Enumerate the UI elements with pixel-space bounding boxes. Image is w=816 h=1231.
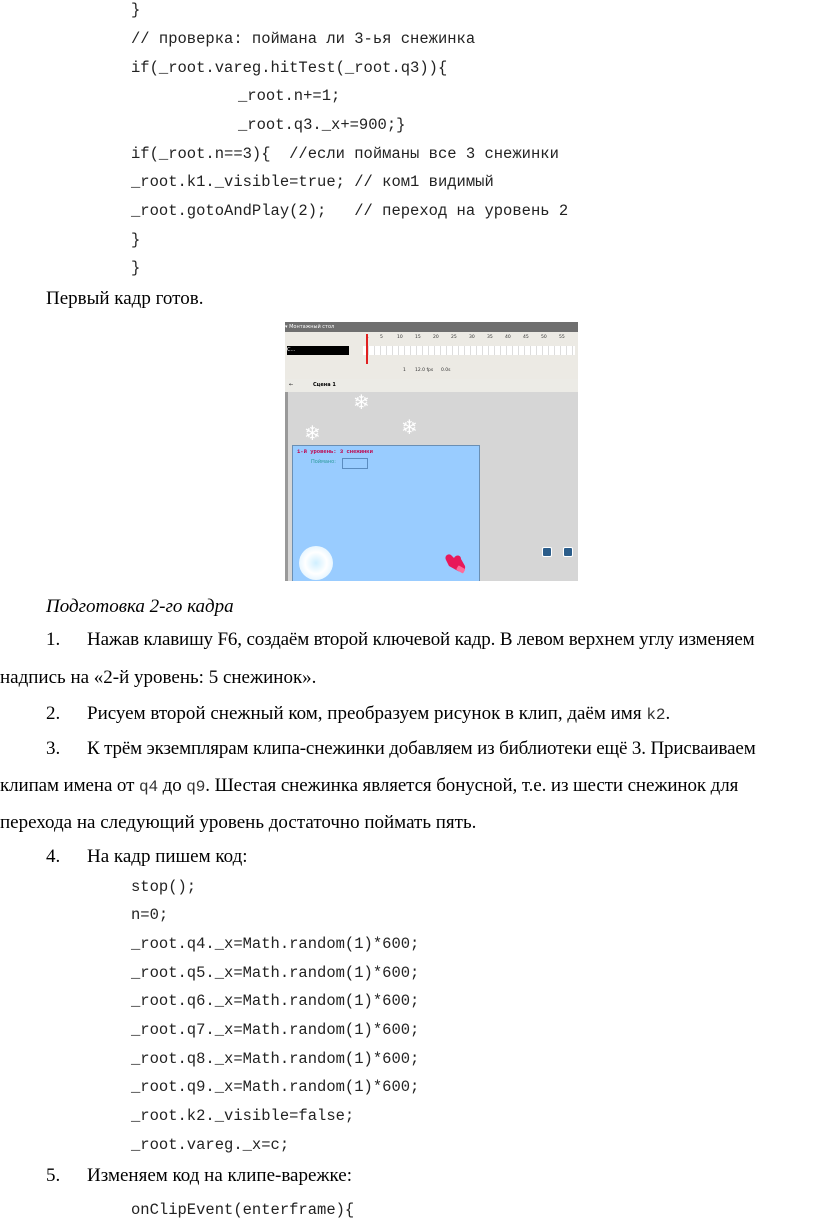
ruler-tick: 50	[541, 335, 547, 340]
ruler-tick: 20	[433, 335, 439, 340]
nav-right-icon[interactable]	[563, 547, 573, 557]
code-line: stop();	[131, 878, 197, 896]
timeline-status	[285, 366, 578, 376]
inline-code: k2	[646, 706, 666, 724]
code-line: if(_root.n==3){ //если пойманы все 3 снежинки	[131, 145, 559, 163]
snowflake-icon: ❄	[353, 390, 370, 414]
step-text: Изменяем код на клипе-варежке:	[87, 1165, 353, 1186]
step-number: 4.	[46, 846, 61, 867]
code-line: if(_root.vareg.hitTest(_root.q3)){	[131, 59, 448, 77]
step-text-part: до	[162, 775, 182, 796]
step-text-part: .	[665, 703, 671, 724]
code-line: _root.q7._x=Math.random(1)*600;	[131, 1021, 420, 1039]
back-arrow-icon[interactable]: ←	[289, 382, 294, 388]
snowflake-icon: ❄	[401, 415, 418, 439]
code-line: _root.q6._x=Math.random(1)*600;	[131, 992, 420, 1010]
ruler-tick: 45	[523, 335, 529, 340]
code-line: }	[131, 1, 141, 19]
code-line: _root.q8._x=Math.random(1)*600;	[131, 1050, 420, 1068]
step-number: 2.	[46, 703, 61, 724]
step-text: К трём экземплярам клипа-снежинки добавляем из библиотеки ещё 3. Присваиваем	[87, 738, 756, 759]
step-text: перехода на следующий уровень достаточно поймать пять.	[0, 812, 477, 833]
ruler-tick: 40	[505, 335, 511, 340]
ruler-tick: 30	[469, 335, 475, 340]
ruler-tick: 25	[451, 335, 457, 340]
step-text: надпись на «2-й уровень: 5 снежинок».	[0, 667, 317, 688]
inline-code: q4	[138, 778, 158, 796]
playhead[interactable]	[366, 334, 368, 364]
step-number: 3.	[46, 738, 61, 759]
layer-row[interactable]	[287, 346, 349, 355]
level-title: 1-й уровень: 3 снежинки	[297, 448, 373, 455]
timeline-title: ▾ Монтажный стол	[285, 322, 578, 332]
step-text-part: Рисуем второй снежный ком, преобразуем рисунок в клип, даём имя	[87, 703, 642, 724]
step-text	[0, 775, 738, 798]
code-line: onClipEvent(enterframe){	[131, 1201, 355, 1219]
step-text: На кадр пишем код:	[87, 846, 248, 867]
ruler-tick: 10	[397, 335, 403, 340]
code-line: _root.q4._x=Math.random(1)*600;	[131, 935, 420, 953]
paragraph: Первый кадр готов.	[46, 288, 204, 309]
code-line: _root.q3._x+=900;}	[238, 116, 406, 134]
mitten-icon	[443, 552, 467, 574]
step-text-part: . Шестая снежинка является бонусной, т.е. из шести снежинок для	[205, 775, 739, 796]
nav-left-icon[interactable]	[542, 547, 552, 557]
ruler-tick: 15	[415, 335, 421, 340]
snowflake-icon: ❄	[304, 421, 321, 445]
code-line: n=0;	[131, 906, 169, 924]
ruler-tick: 5	[380, 335, 383, 340]
code-line: _root.k1._visible=true; // ком1 видимый	[131, 173, 494, 191]
code-line: _root.vareg._x=c;	[131, 1136, 290, 1154]
caught-label: Поймано:	[311, 459, 336, 465]
time-readout: 0.0s	[441, 368, 451, 373]
stage-border	[285, 392, 288, 581]
code-line: }	[131, 259, 141, 277]
layer-name: С...	[287, 347, 296, 353]
code-line: _root.gotoAndPlay(2); // переход на уровень 2	[131, 202, 569, 220]
code-line: _root.q9._x=Math.random(1)*600;	[131, 1078, 420, 1096]
code-line: }	[131, 231, 141, 249]
code-line: // проверка: поймана ли 3-ья снежинка	[131, 30, 476, 48]
code-line: _root.n+=1;	[238, 87, 341, 105]
caught-field	[342, 458, 368, 469]
step-number: 5.	[46, 1165, 61, 1186]
fps-readout: 12.0 fps	[415, 368, 434, 373]
code-line: _root.k2._visible=false;	[131, 1107, 355, 1125]
ruler-tick: 55	[559, 335, 565, 340]
frame-ruler	[363, 335, 575, 344]
frame-number: 1	[403, 368, 406, 373]
inline-code: q9	[186, 778, 206, 796]
ruler-tick: 35	[487, 335, 493, 340]
step-text-part: клипам имена от	[0, 775, 135, 796]
movie-canvas	[292, 445, 480, 581]
scene-bar	[285, 379, 578, 393]
step-number: 1.	[46, 629, 61, 650]
flash-screenshot	[285, 322, 578, 581]
step-text: Нажав клавишу F6, создаём второй ключевой кадр. В левом верхнем углу изменяем	[87, 629, 755, 650]
scene-label[interactable]: Сцена 1	[313, 382, 336, 388]
section-title: Подготовка 2-го кадра	[46, 596, 234, 617]
step-text	[87, 703, 670, 726]
code-line: _root.q5._x=Math.random(1)*600;	[131, 964, 420, 982]
snowball-icon	[299, 546, 333, 580]
frame-cells[interactable]	[363, 346, 575, 355]
